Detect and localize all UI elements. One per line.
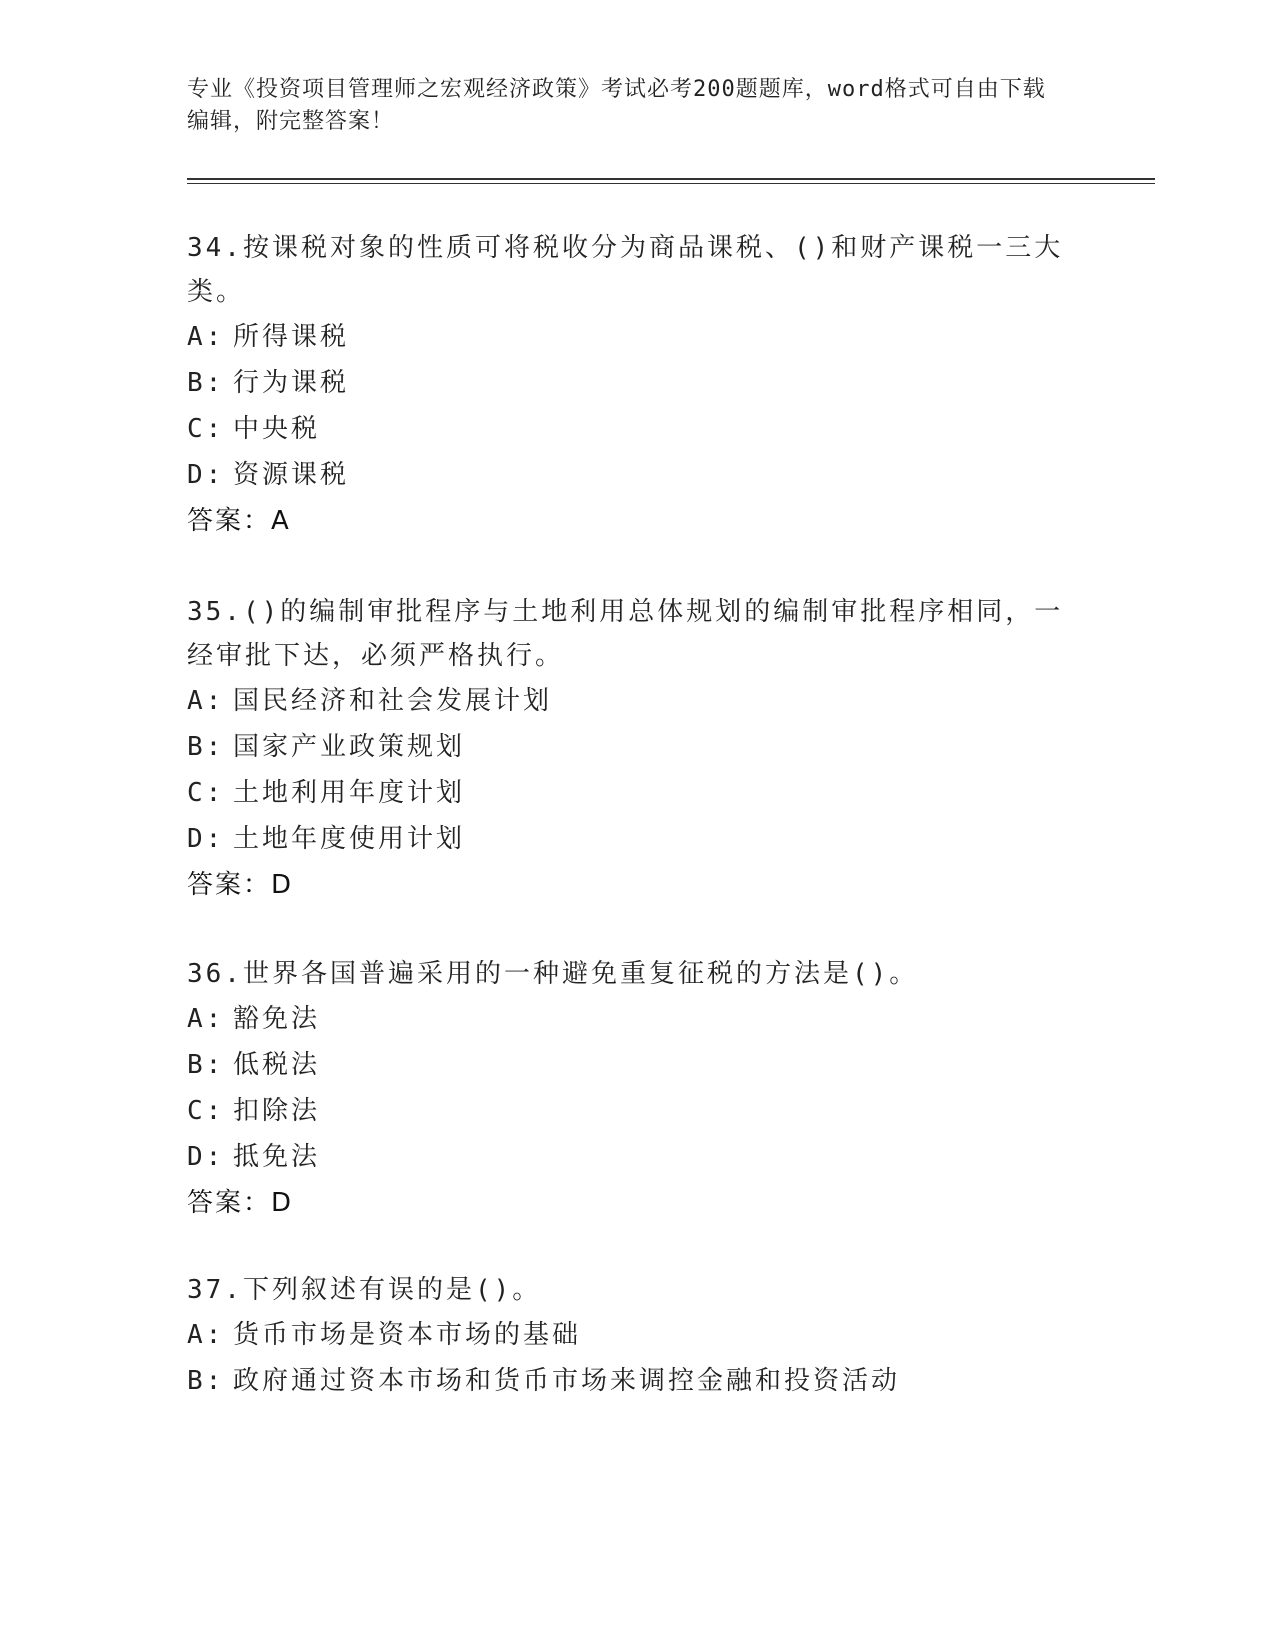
option-b [187,1042,1087,1088]
option-label: D: [187,1142,225,1172]
answer: 答案：D [187,870,294,900]
option-d [187,1134,1087,1180]
answer: 答案：A [187,506,291,536]
option-label: B: [187,1366,225,1396]
header-divider-thick [187,178,1155,180]
option-label: C: [187,1096,225,1126]
option-text: 国民经济和社会发展计划 [233,686,553,716]
option-text: 政府通过资本市场和货币市场来调控金融和投资活动 [233,1366,901,1396]
question-34 [187,226,1087,544]
option-text: 豁免法 [233,1004,321,1034]
option-text: 资源课税 [233,460,350,490]
option-d [187,452,1087,498]
header-divider-thin [187,183,1155,184]
option-c [187,406,1087,452]
option-a [187,1312,1087,1358]
option-text: 抵免法 [233,1142,321,1172]
option-label: B: [187,368,225,398]
option-a [187,996,1087,1042]
option-text: 中央税 [233,414,321,444]
question-36 [187,952,1087,1226]
option-b [187,724,1087,770]
option-label: A: [187,1004,225,1034]
option-b [187,360,1087,406]
option-text: 低税法 [233,1050,321,1080]
question-stem: 37.下列叙述有误的是()。 [187,1275,542,1305]
option-a [187,678,1087,724]
document-header: 专业《投资项目管理师之宏观经济政策》考试必考200题题库，word格式可自由下载编辑，附完整答案！ [187,77,1046,134]
option-label: A: [187,322,225,352]
option-text: 货币市场是资本市场的基础 [233,1320,582,1350]
option-text: 扣除法 [233,1096,321,1126]
question-stem: 34.按课税对象的性质可将税收分为商品课税、()和财产课税一三大类。 [187,233,1064,307]
option-c [187,1088,1087,1134]
option-text: 土地利用年度计划 [233,778,466,808]
option-label: A: [187,686,225,716]
question-stem: 36.世界各国普遍采用的一种避免重复征税的方法是()。 [187,959,919,989]
question-35 [187,590,1087,908]
question-37 [187,1268,1087,1404]
option-label: C: [187,778,225,808]
option-text: 行为课税 [233,368,350,398]
option-c [187,770,1087,816]
option-label: C: [187,414,225,444]
option-a [187,314,1087,360]
option-label: A: [187,1320,225,1350]
option-label: D: [187,460,225,490]
option-b [187,1358,1087,1404]
option-label: B: [187,732,225,762]
option-text: 国家产业政策规划 [233,732,466,762]
option-d [187,816,1087,862]
option-text: 所得课税 [233,322,350,352]
question-stem: 35.()的编制审批程序与土地利用总体规划的编制审批程序相同，一经审批下达，必须严格执行。 [187,597,1064,671]
option-label: B: [187,1050,225,1080]
option-text: 土地年度使用计划 [233,824,466,854]
option-label: D: [187,824,225,854]
answer: 答案：D [187,1188,294,1218]
